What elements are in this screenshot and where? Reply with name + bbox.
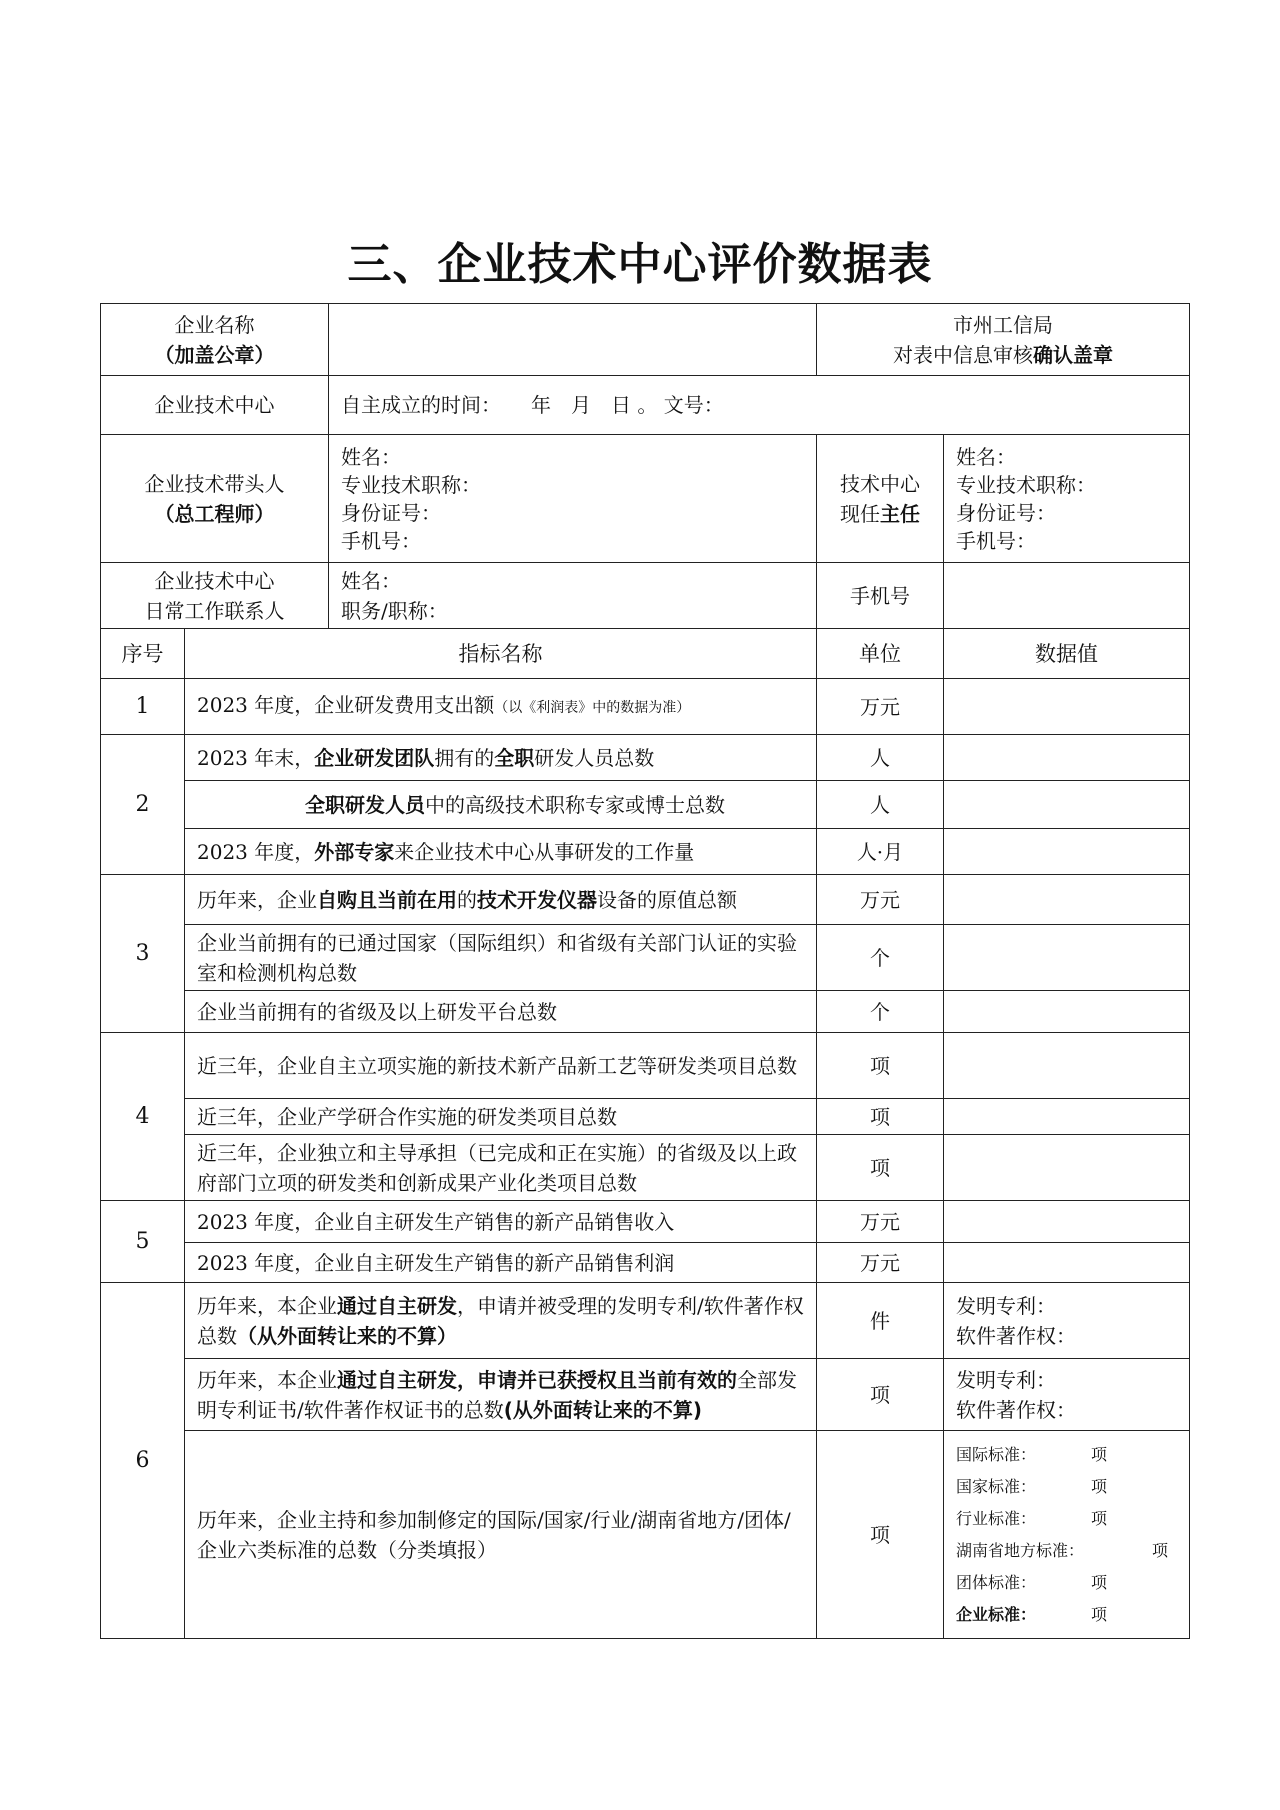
indicator-unit: 人	[817, 735, 944, 781]
contact-fields[interactable]	[329, 563, 817, 629]
value-field[interactable]	[944, 1201, 1190, 1243]
column-header-unit: 单位	[817, 629, 944, 679]
indicator-unit: 万元	[817, 1243, 944, 1283]
table-row	[101, 925, 1190, 991]
indicator-unit: 人·月	[817, 829, 944, 875]
director-name-field[interactable]: 姓名：	[956, 444, 1016, 469]
indicator-unit: 项	[817, 1431, 944, 1639]
indicator-unit: 项	[817, 1135, 944, 1201]
table-row	[101, 679, 1190, 735]
standard-industry[interactable]: 行业标准： 项	[956, 1508, 1108, 1528]
table-row	[101, 1099, 1190, 1135]
indicator-unit: 项	[817, 1359, 944, 1431]
row-number: 3	[101, 875, 185, 1033]
table-row	[101, 735, 1190, 781]
row-number: 4	[101, 1033, 185, 1201]
row-number: 1	[101, 679, 185, 735]
patent-field[interactable]: 发明专利：	[956, 1367, 1056, 1392]
value-field[interactable]	[944, 1033, 1190, 1099]
contact-label-line2: 日常工作联系人	[144, 598, 285, 623]
row-number: 5	[101, 1201, 185, 1283]
standards-field[interactable]	[944, 1431, 1190, 1639]
indicator-name: 近三年，企业产学研合作实施的研发类项目总数	[185, 1099, 817, 1135]
director-label-cell	[817, 435, 944, 563]
indicator-name: 历年来，本企业通过自主研发，申请并被受理的发明专利/软件著作权总数（从外面转让来的不算）	[185, 1283, 817, 1359]
indicator-unit: 万元	[817, 875, 944, 925]
patent-field[interactable]: 发明专利：	[956, 1293, 1056, 1318]
value-field[interactable]	[944, 991, 1190, 1033]
director-id-field[interactable]: 身份证号：	[956, 500, 1056, 525]
table-row	[101, 1359, 1190, 1431]
column-header-name: 指标名称	[185, 629, 817, 679]
indicator-name: 近三年，企业独立和主导承担（已完成和正在实施）的省级及以上政府部门立项的研发类和创新成果产业化类项目总数	[185, 1135, 817, 1201]
contact-phone-label: 手机号	[817, 563, 944, 629]
indicator-name: 2023 年度，企业研发费用支出额（以《利润表》中的数据为准）	[185, 679, 817, 735]
column-header-no: 序号	[101, 629, 185, 679]
evaluation-table	[100, 303, 1190, 1639]
standard-enterprise[interactable]: 企业标准： 项	[956, 1604, 1108, 1624]
indicator-unit: 个	[817, 925, 944, 991]
center-label: 企业技术中心	[101, 376, 329, 435]
director-title-field[interactable]: 专业技术职称：	[956, 472, 1096, 497]
column-header-value: 数据值	[944, 629, 1190, 679]
table-row	[101, 1135, 1190, 1201]
value-field[interactable]	[944, 829, 1190, 875]
director-phone-field[interactable]: 手机号：	[956, 528, 1036, 553]
bureau-line1: 市州工信局	[953, 312, 1053, 337]
leader-phone-field[interactable]: 手机号：	[341, 528, 421, 553]
row-number: 2	[101, 735, 185, 875]
software-copyright-field[interactable]: 软件著作权：	[956, 1397, 1076, 1422]
indicator-name: 历年来，企业自购且当前在用的技术开发仪器设备的原值总额	[185, 875, 817, 925]
company-name-label-cell	[101, 304, 329, 376]
leader-id-field[interactable]: 身份证号：	[341, 500, 441, 525]
company-name-field[interactable]	[329, 304, 817, 376]
value-field[interactable]	[944, 735, 1190, 781]
indicator-name: 历年来，企业主持和参加制修定的国际/国家/行业/湖南省地方/团体/企业六类标准的总数（分类填报）	[185, 1431, 817, 1639]
table-row	[101, 1243, 1190, 1283]
indicator-name: 近三年，企业自主立项实施的新技术新产品新工艺等研发类项目总数	[185, 1033, 817, 1099]
indicator-name: 全职研发人员中的高级技术职称专家或博士总数	[185, 781, 817, 829]
indicator-unit: 件	[817, 1283, 944, 1359]
row-number: 6	[101, 1283, 185, 1639]
indicator-unit: 项	[817, 1099, 944, 1135]
table-row	[101, 1431, 1190, 1639]
leader-title-field[interactable]: 专业技术职称：	[341, 472, 481, 497]
value-field[interactable]	[944, 1099, 1190, 1135]
bureau-line2-bold: 确认盖章	[1033, 342, 1113, 367]
indicator-name: 历年来，本企业通过自主研发，申请并已获授权且当前有效的全部发明专利证书/软件著作权证书的总数(从外面转让来的不算)	[185, 1359, 817, 1431]
bureau-line2-prefix: 对表中信息审核	[893, 342, 1033, 367]
value-field[interactable]	[944, 781, 1190, 829]
value-field[interactable]	[944, 1359, 1190, 1431]
table-row	[101, 875, 1190, 925]
leader-name-field[interactable]: 姓名：	[341, 444, 401, 469]
indicator-name: 2023 年度，外部专家来企业技术中心从事研发的工作量	[185, 829, 817, 875]
director-fields[interactable]	[944, 435, 1190, 563]
indicator-note: （以《利润表》中的数据为准）	[494, 700, 691, 716]
standard-hunan-local[interactable]: 湖南省地方标准： 项	[956, 1540, 1169, 1560]
table-row	[101, 1283, 1190, 1359]
value-field[interactable]	[944, 679, 1190, 735]
indicator-name: 2023 年度，企业自主研发生产销售的新产品销售收入	[185, 1201, 817, 1243]
indicator-name: 企业当前拥有的已通过国家（国际组织）和省级有关部门认证的实验室和检测机构总数	[185, 925, 817, 991]
table-row	[101, 1201, 1190, 1243]
leader-fields[interactable]	[329, 435, 817, 563]
contact-phone-field[interactable]	[944, 563, 1190, 629]
director-label-line1: 技术中心	[840, 471, 920, 496]
value-field[interactable]	[944, 875, 1190, 925]
indicator-unit: 万元	[817, 679, 944, 735]
center-establishment-field[interactable]: 自主成立的时间： 年 月 日 。 文号：	[329, 376, 1190, 435]
table-row	[101, 781, 1190, 829]
indicator-name: 企业当前拥有的省级及以上研发平台总数	[185, 991, 817, 1033]
contact-label-cell	[101, 563, 329, 629]
leader-label-cell	[101, 435, 329, 563]
standard-international[interactable]: 国际标准： 项	[956, 1444, 1108, 1464]
software-copyright-field[interactable]: 软件著作权：	[956, 1323, 1076, 1348]
leader-label: 企业技术带头人	[144, 471, 285, 496]
indicator-unit: 项	[817, 1033, 944, 1099]
company-name-label: 企业名称	[174, 312, 255, 337]
page-title: 三、企业技术中心评价数据表	[347, 239, 933, 290]
standard-national[interactable]: 国家标准： 项	[956, 1476, 1108, 1496]
table-row	[101, 829, 1190, 875]
table-row	[101, 1033, 1190, 1099]
contact-name-field[interactable]: 姓名：	[341, 568, 401, 593]
value-field[interactable]	[944, 1135, 1190, 1201]
leader-note: （总工程师）	[154, 501, 275, 526]
contact-label-line1: 企业技术中心	[154, 568, 275, 593]
indicator-name: 2023 年末，企业研发团队拥有的全职研发人员总数	[185, 735, 817, 781]
contact-title-field[interactable]: 职务/职称：	[341, 598, 448, 623]
director-label-bold: 主任	[880, 501, 920, 526]
value-field[interactable]	[944, 925, 1190, 991]
value-field[interactable]	[944, 1283, 1190, 1359]
indicator-unit: 个	[817, 991, 944, 1033]
indicator-name: 2023 年度，企业自主研发生产销售的新产品销售利润	[185, 1243, 817, 1283]
value-field[interactable]	[944, 1243, 1190, 1283]
director-label-prefix: 现任	[840, 501, 880, 526]
company-name-note: （加盖公章）	[154, 342, 275, 367]
table-row	[101, 991, 1190, 1033]
standard-group[interactable]: 团体标准： 项	[956, 1572, 1108, 1592]
bureau-approval-cell	[817, 304, 1190, 376]
indicator-unit: 人	[817, 781, 944, 829]
indicator-unit: 万元	[817, 1201, 944, 1243]
